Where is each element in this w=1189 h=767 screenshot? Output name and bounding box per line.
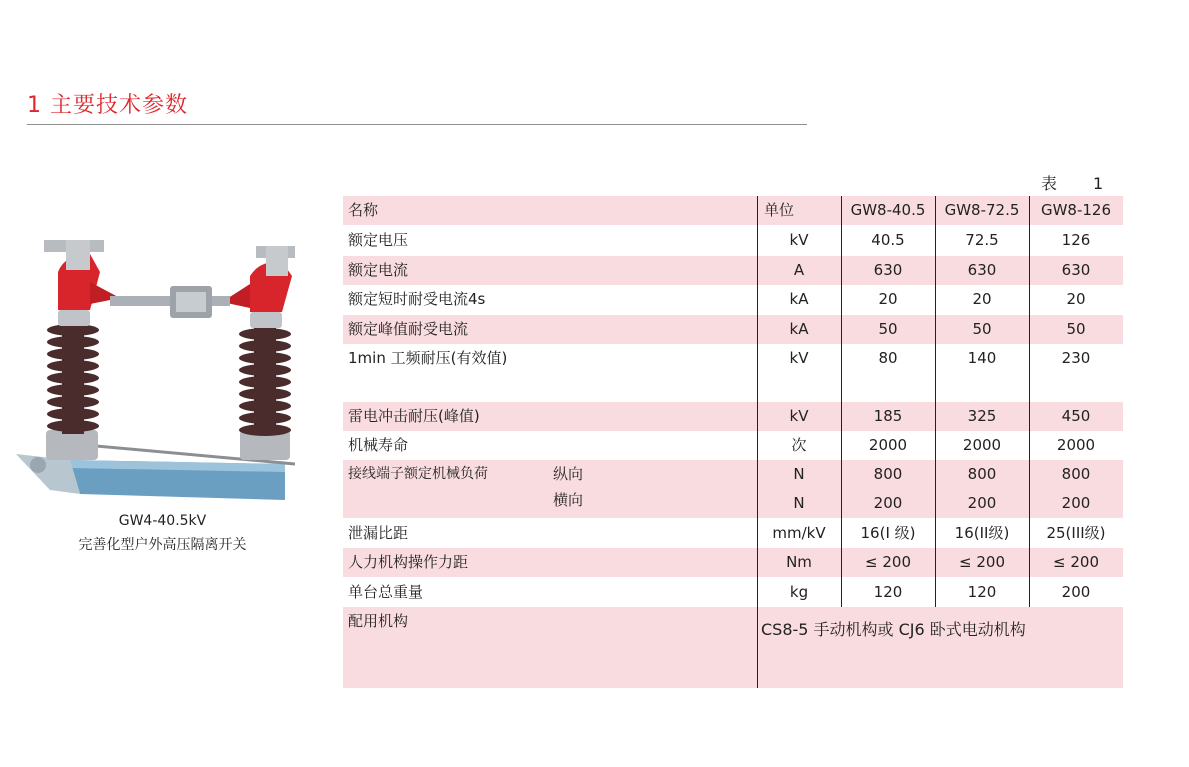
row-value: 126 xyxy=(1061,231,1091,249)
header-gw8-40-5: GW8-40.5 xyxy=(850,201,926,219)
row-value: 630 xyxy=(1061,261,1091,279)
table-row xyxy=(343,519,1123,548)
table-row xyxy=(343,548,1123,577)
row-value: 800 xyxy=(967,465,997,483)
section-title: 1 主要技术参数 xyxy=(27,93,188,118)
row-value: ≤ 200 xyxy=(865,553,911,571)
row-name: 1min 工频耐压(有效值) xyxy=(348,349,508,367)
row-value: 230 xyxy=(1061,349,1091,367)
row-subname: 横向 xyxy=(553,491,584,509)
row-name: 配用机构 xyxy=(348,612,409,630)
row-value: 630 xyxy=(967,261,997,279)
row-unit: mm/kV xyxy=(772,524,826,542)
table-label-word: 表 xyxy=(1041,174,1058,193)
row-subname: 纵向 xyxy=(553,465,584,483)
column-divider xyxy=(757,196,758,688)
header-unit: 单位 xyxy=(764,201,795,219)
row-value: ≤ 200 xyxy=(1053,553,1099,571)
row-unit: kg xyxy=(789,583,809,601)
row-name: 机械寿命 xyxy=(348,436,409,454)
table-row xyxy=(343,315,1123,344)
row-value: 630 xyxy=(873,261,903,279)
row-value: 200 xyxy=(967,494,997,512)
row-value: 2000 xyxy=(868,436,908,454)
row-value: 20 xyxy=(972,290,992,308)
row-value: 140 xyxy=(967,349,997,367)
table-row xyxy=(343,226,1123,255)
row-unit: kV xyxy=(789,407,809,425)
row-name: 单台总重量 xyxy=(348,583,424,601)
row-unit: N xyxy=(793,494,805,512)
row-name: 额定电流 xyxy=(348,261,409,279)
table-row xyxy=(343,578,1123,607)
product-model-caption: GW4-40.5kV xyxy=(118,513,207,529)
row-value: 16(II级) xyxy=(954,524,1010,542)
row-name: 人力机构操作力距 xyxy=(348,553,469,571)
table-label xyxy=(1041,171,1103,194)
table-row xyxy=(343,402,1123,431)
table-row xyxy=(343,256,1123,285)
header-name: 名称 xyxy=(348,201,379,219)
row-name: 额定峰值耐受电流 xyxy=(348,320,469,338)
row-value: 16(I 级) xyxy=(860,524,916,542)
table-row xyxy=(343,285,1123,314)
header-gw8-72-5: GW8-72.5 xyxy=(944,201,1020,219)
mechanism-value: CS8-5 手动机构或 CJ6 卧式电动机构 xyxy=(761,620,1026,639)
row-name: 额定电压 xyxy=(348,231,409,249)
table-row xyxy=(343,431,1123,460)
spec-table xyxy=(343,196,1123,688)
row-unit: A xyxy=(793,261,805,279)
row-value: 40.5 xyxy=(871,231,905,249)
row-value: 20 xyxy=(878,290,898,308)
row-value: 25(III级) xyxy=(1046,524,1106,542)
row-value: 50 xyxy=(1066,320,1086,338)
row-value: 50 xyxy=(878,320,898,338)
row-value: 800 xyxy=(1061,465,1091,483)
row-value: 450 xyxy=(1061,407,1091,425)
table-row xyxy=(343,344,1123,401)
row-value: 120 xyxy=(967,583,997,601)
row-value: ≤ 200 xyxy=(959,553,1005,571)
column-divider xyxy=(935,196,936,607)
disconnector-switch-image xyxy=(10,232,295,507)
table-header-row xyxy=(343,196,1123,225)
row-value: 2000 xyxy=(1056,436,1096,454)
row-unit: kV xyxy=(789,349,809,367)
column-divider xyxy=(841,196,842,607)
table-row xyxy=(343,460,1123,518)
row-name: 泄漏比距 xyxy=(348,524,409,542)
row-unit: Nm xyxy=(786,553,812,571)
row-name: 雷电冲击耐压(峰值) xyxy=(348,407,480,425)
row-value: 185 xyxy=(873,407,903,425)
product-description-caption: 完善化型户外高压隔离开关 xyxy=(78,537,247,553)
table-label-number: 1 xyxy=(1093,174,1104,193)
row-value: 20 xyxy=(1066,290,1086,308)
row-value: 72.5 xyxy=(965,231,999,249)
column-divider xyxy=(1029,196,1030,607)
section-divider xyxy=(27,124,807,125)
row-value: 50 xyxy=(972,320,992,338)
row-value: 120 xyxy=(873,583,903,601)
row-unit: kV xyxy=(789,231,809,249)
row-value: 325 xyxy=(967,407,997,425)
row-value: 200 xyxy=(873,494,903,512)
row-value: 80 xyxy=(878,349,898,367)
row-unit: N xyxy=(793,465,805,483)
row-name: 额定短时耐受电流4s xyxy=(348,290,486,308)
row-unit: kA xyxy=(789,320,809,338)
row-value: 2000 xyxy=(962,436,1002,454)
row-value: 800 xyxy=(873,465,903,483)
header-gw8-126: GW8-126 xyxy=(1040,201,1112,219)
row-name: 接线端子额定机械负荷 xyxy=(348,466,488,482)
row-unit: 次 xyxy=(791,436,807,454)
row-unit: kA xyxy=(789,290,809,308)
row-value: 200 xyxy=(1061,494,1091,512)
row-value: 200 xyxy=(1061,583,1091,601)
